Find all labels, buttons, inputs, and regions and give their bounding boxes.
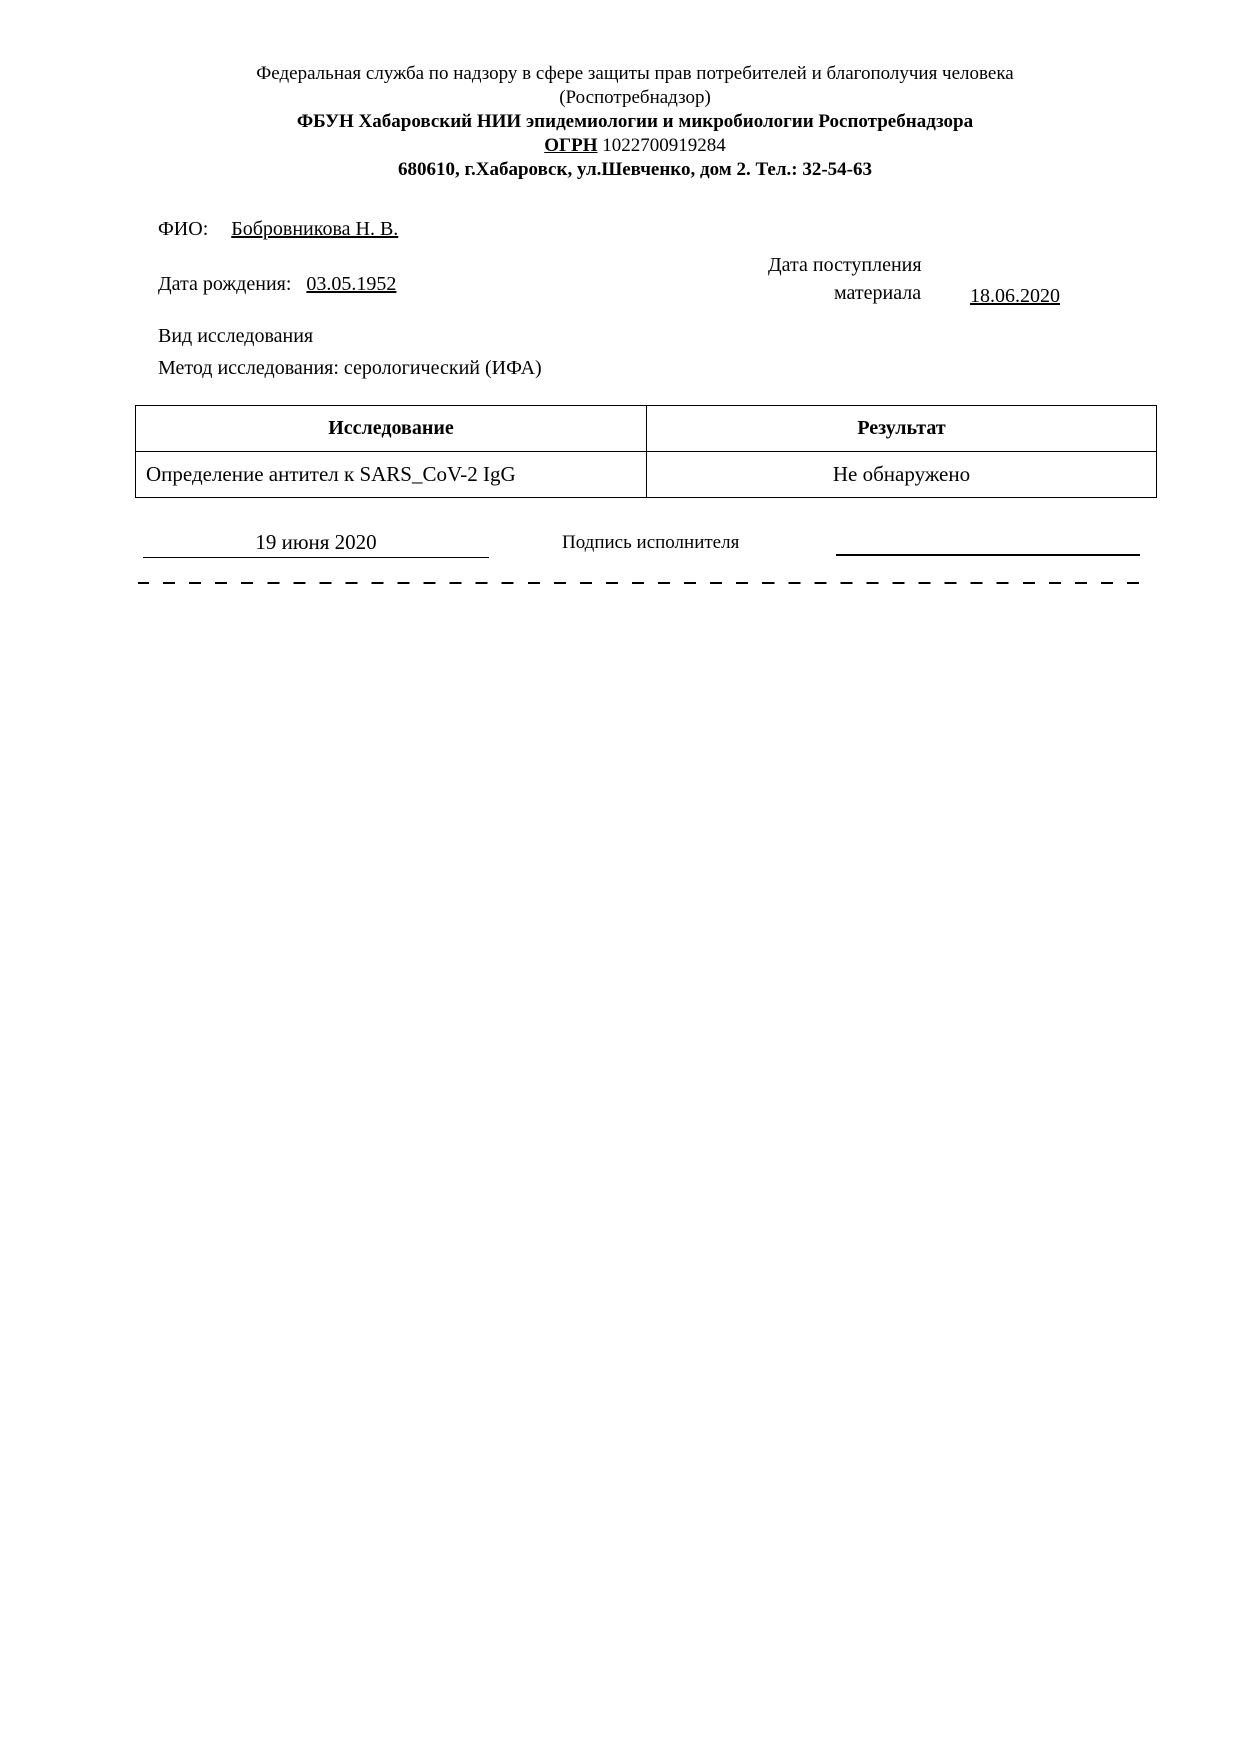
table-header-row <box>136 406 1157 452</box>
issue-date: 19 июня 2020 <box>143 528 489 558</box>
test-type-label: Вид исследования <box>158 325 314 347</box>
header-agency-short: (Роспотребнадзор) <box>559 87 711 108</box>
column-header-test: Исследование <box>136 406 647 452</box>
signature-line <box>836 554 1140 556</box>
sample-date-value <box>970 283 1060 309</box>
birth-value: 03.05.1952 <box>306 273 397 295</box>
test-method: Метод исследования: серологический (ИФА) <box>158 357 542 379</box>
birth-label: Дата рождения: <box>158 273 292 295</box>
sample-date-label-1: Дата поступления <box>768 254 922 276</box>
cell-result: Не обнаружено <box>647 452 1157 498</box>
cut-line <box>138 582 1148 584</box>
results-table <box>135 405 1157 498</box>
header-institute: ФБУН Хабаровский НИИ эпидемиологии и микробиологии Роспотребнадзора <box>296 111 974 132</box>
header-address: 680610, г.Хабаровск, ул.Шевченко, дом 2. Тел.: 32-54-63 <box>398 159 872 180</box>
sample-date: 18.06.2020 <box>970 285 1060 307</box>
ogrn-value: 1022700919284 <box>602 135 726 156</box>
fio-label: ФИО: <box>158 218 209 240</box>
fio-row <box>158 216 398 242</box>
signature-label: Подпись исполнителя <box>562 532 740 553</box>
header-agency: Федеральная служба по надзору в сфере защиты прав потребителей и благополучия человека <box>256 63 1014 84</box>
report-header <box>135 62 1135 182</box>
cell-test: Определение антител к SARS_CoV-2 IgG <box>136 452 647 498</box>
sample-date-label-2: материала <box>834 282 922 304</box>
ogrn-label: ОГРН <box>544 135 598 156</box>
table-row <box>136 452 1157 498</box>
header-ogrn <box>135 134 1135 158</box>
fio-value: Бобровникова Н. В. <box>231 218 399 240</box>
column-header-result: Результат <box>647 406 1157 452</box>
birth-row <box>158 271 396 297</box>
